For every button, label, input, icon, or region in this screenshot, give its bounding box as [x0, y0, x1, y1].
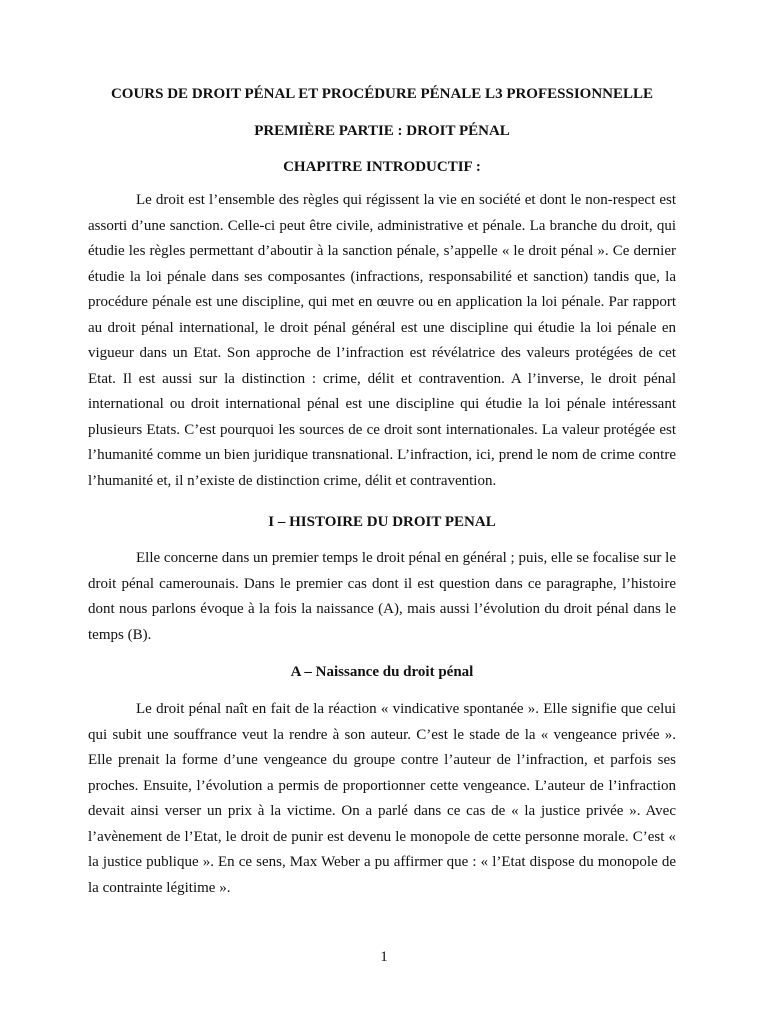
page-number: 1 [380, 949, 388, 965]
part-heading: PREMIÈRE PARTIE : DROIT PÉNAL [254, 123, 510, 139]
subsection-a-paragraph: Le droit pénal naît en fait de la réaction « vindicative spontanée ». Elle signifie que celui qui subit une souffrance veut la rendre à son auteur. C’est le stade de la « vengeance privée ». Elle prenait la forme d’une vengeance du groupe contre l’auteur de l’infraction, et parfois ses proches. Ensuite, l’évolution a permis de proportionner cette vengeance. L’auteur de l’infraction devait ainsi verser un prix à la victime. On a parlé dans ce cas de « la justice privée ». Avec l’avènement de l’Etat, le droit de punir est devenu le monopole de cette personne morale. C’est « la justice publique ». En ce sens, Max Weber a pu affirmer que : « l’Etat dispose du monopole de la contrainte légitime ». [88, 701, 676, 896]
document-title: COURS DE DROIT PÉNAL ET PROCÉDURE PÉNALE L3 PROFESSIONNELLE [110, 86, 654, 102]
intro-paragraph: Le droit est l’ensemble des règles qui régissent la vie en société et dont le non-respect est assorti d’une sanction. Celle-ci peut être civile, administrative et pénale. La branche du droit, qui étudie les règles permettant d’aboutir à la sanction pénale, s’appelle « le droit pénal ». Ce dernier étudie la loi pénale dans ses composantes (infractions, responsabilité et sanction) tandis que, la procédure pénale est une discipline, qui met en œuvre ou en application la loi pénale. Par rapport au droit pénal international, le droit pénal général est une discipline qui étudie la loi pénale en vigueur dans un Etat. Son approche de l’infraction est révélatrice des valeurs protégées de cet Etat. Il est aussi sur la distinction : crime, délit et contravention. A l’inverse, le droit pénal international ou droit international pénal est une discipline qui étudie la loi pénale intéressant plusieurs Etats. C’est pourquoi les sources de ce droit sont internationales. La valeur protégée est l’humanité comme un bien juridique transnational. L’infraction, ici, prend le nom de crime contre l’humanité et, il n’existe de distinction crime, délit et contravention. [88, 192, 676, 489]
chapter-heading: CHAPITRE INTRODUCTIF : [283, 159, 481, 175]
subsection-a-heading: A – Naissance du droit pénal [290, 664, 474, 680]
section-1-heading: I – HISTOIRE DU DROIT PENAL [268, 514, 496, 530]
document-page [88, 84, 676, 901]
section-1-paragraph: Elle concerne dans un premier temps le droit pénal en général ; puis, elle se focalise sur le droit pénal camerounais. Dans le premier cas dont il est question dans ce paragraphe, l’histoire dont nous parlons évoque à la fois la naissance (A), mais aussi l’évolution du droit pénal dans le temps (B). [88, 550, 676, 643]
